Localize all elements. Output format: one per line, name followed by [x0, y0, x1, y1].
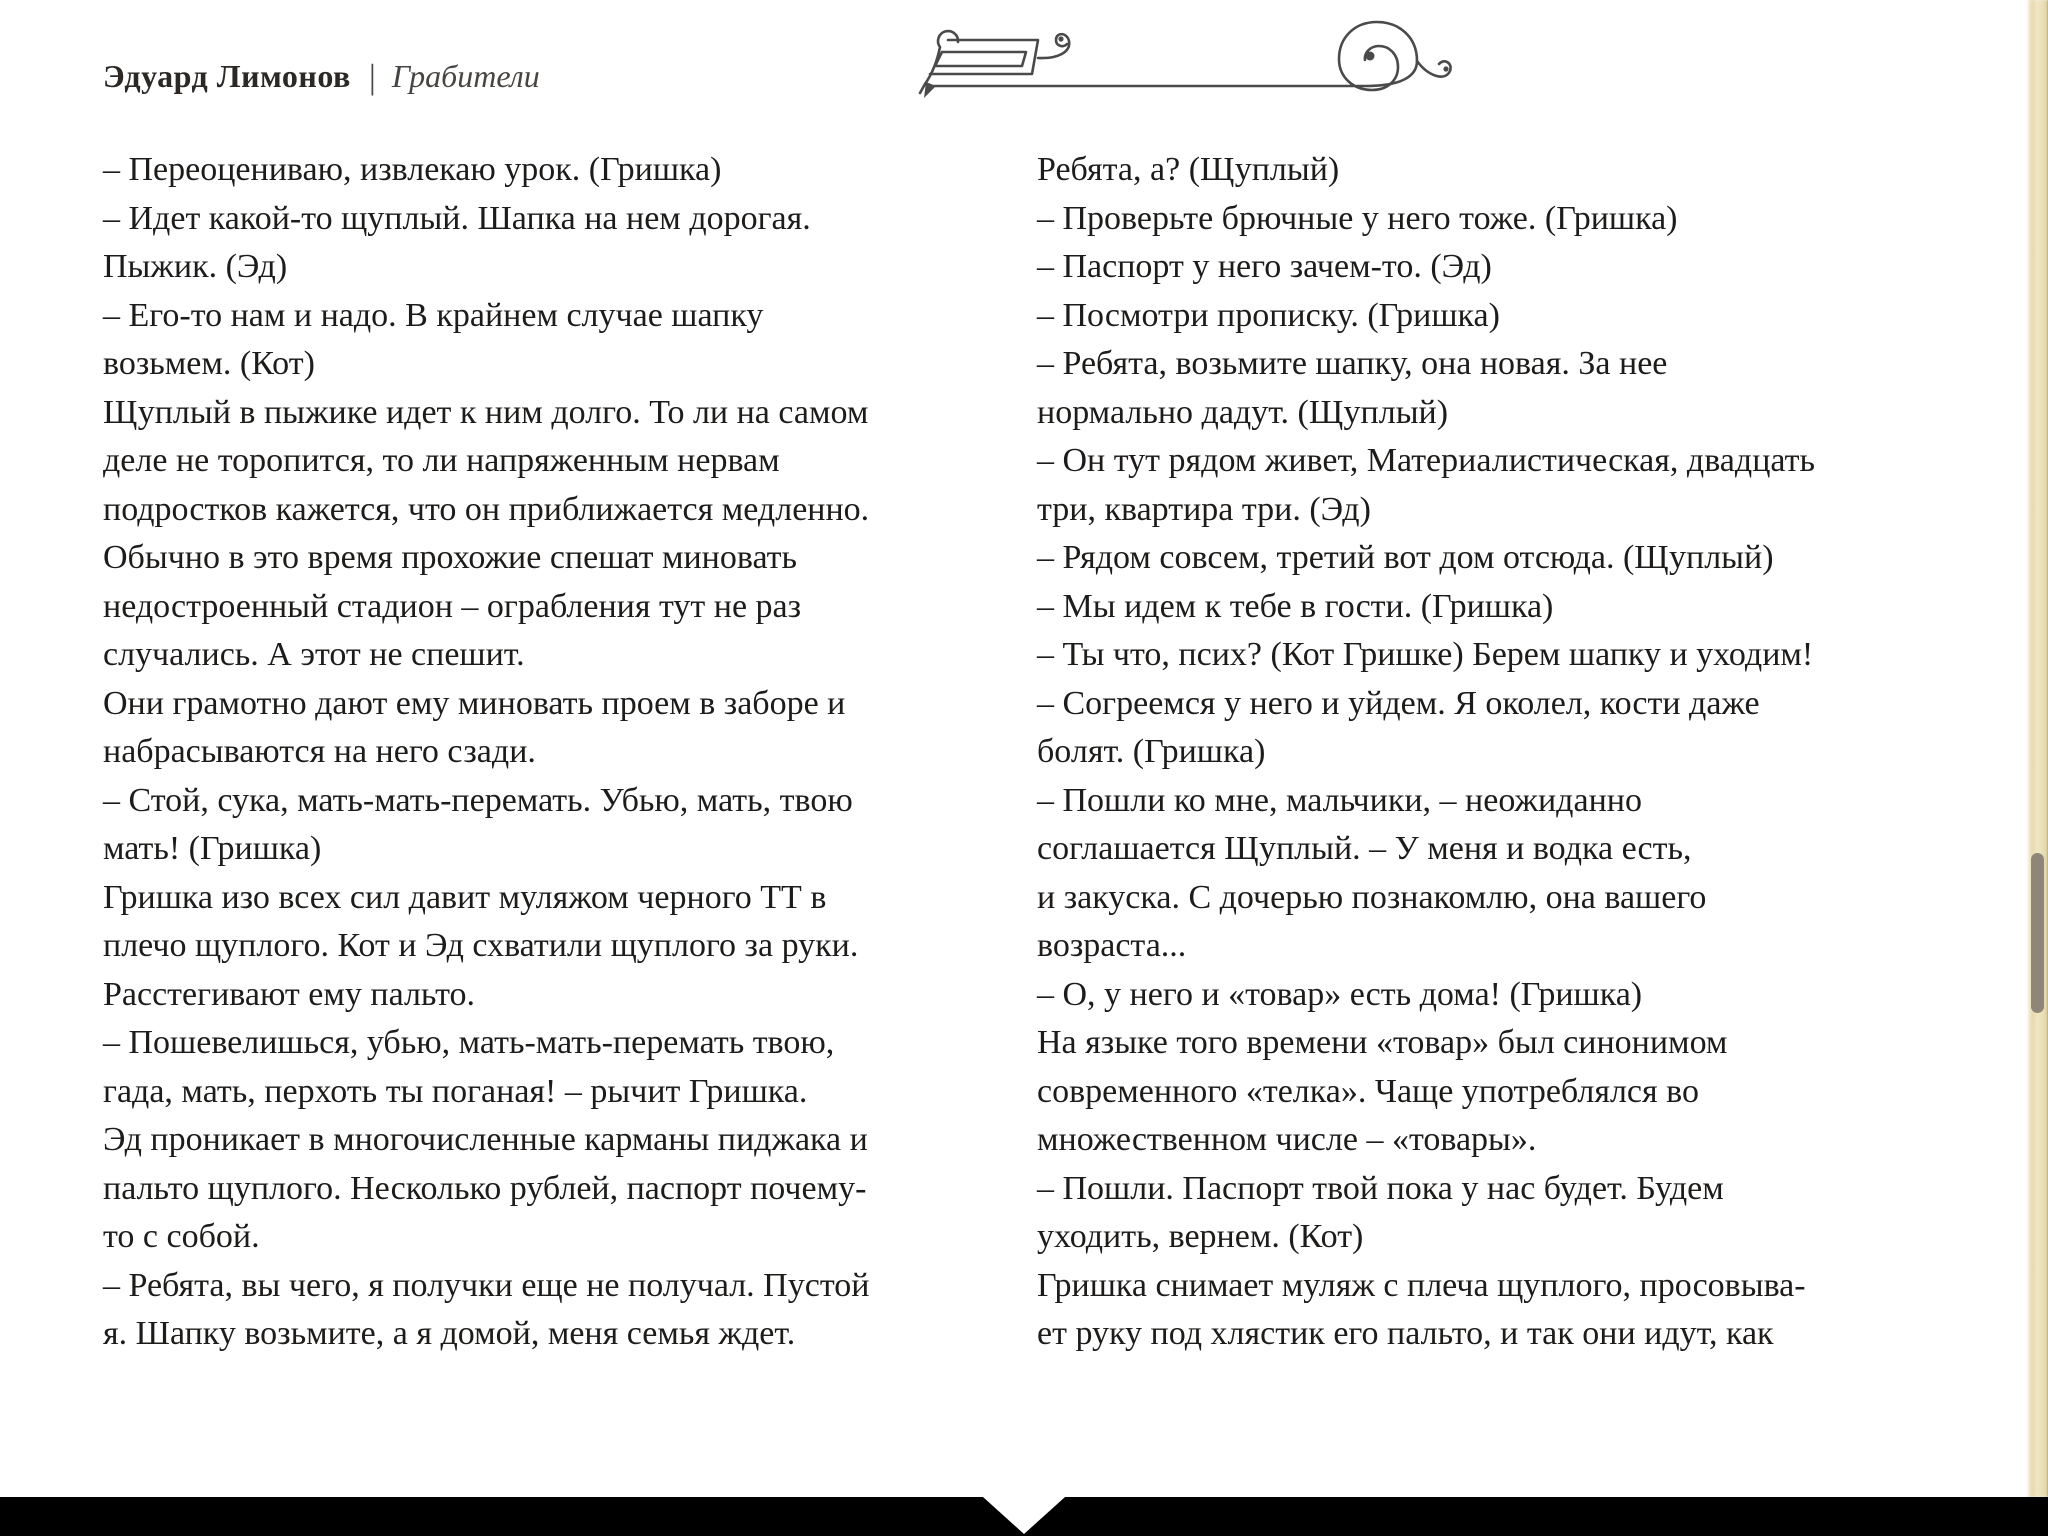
text-line: – Ребята, возьмите шапку, она новая. За нее [1037, 345, 1668, 382]
text-line: современного «телка». Чаще употреблялся во [1037, 1072, 1699, 1110]
author-name: Эдуард Лимонов [103, 58, 351, 94]
text-line: – Переоцениваю, извлекаю урок. (Гришка) [103, 151, 722, 188]
text-line: – Проверьте брючные у него тоже. (Гришка) [1037, 199, 1678, 237]
text-line: ет руку под хлястик его пальто, и так они идут, как [1037, 1315, 1774, 1352]
text-column-left [103, 146, 1008, 1359]
page-edge-strip [2026, 0, 2048, 1497]
text-line: гада, мать, перхоть ты поганая! – рычит Гришка. [103, 1072, 808, 1110]
text-line: Ребята, а? (Щуплый) [1037, 151, 1340, 188]
text-line: – Паспорт у него зачем-то. (Эд) [1037, 248, 1492, 285]
text-line: три, квартира три. (Эд) [1037, 490, 1371, 528]
text-line: – Его-то нам и надо. В крайнем случае шапку [103, 296, 764, 334]
text-line: На языке того времени «товар» был синонимом [1037, 1024, 1728, 1061]
text-line: – Ребята, вы чего, я получки еще не получал. Пустой [103, 1266, 870, 1304]
text-line: – Мы идем к тебе в гости. (Гришка) [1037, 587, 1554, 625]
text-line: болят. (Гришка) [1037, 733, 1266, 770]
text-line: Гришка изо всех сил давит муляжом черного ТТ в [103, 878, 827, 916]
text-line: – Пошевелишься, убью, мать-мать-перемать твою, [103, 1024, 835, 1061]
text-line: случались. А этот не спешит. [103, 636, 525, 673]
running-header [103, 56, 540, 96]
text-line: Гришка снимает муляж с плеча щуплого, просовыва- [1037, 1266, 1806, 1304]
text-line: уходить, вернем. (Кот) [1037, 1218, 1364, 1255]
text-line: – Пошли ко мне, мальчики, – неожиданно [1037, 781, 1642, 819]
text-line: – Идет какой-то щуплый. Шапка на нем дорогая. [103, 199, 811, 237]
text-line: мать! (Гришка) [103, 830, 322, 867]
text-line: множественном числе – «товары». [1037, 1121, 1537, 1158]
text-line: Пыжик. (Эд) [103, 248, 288, 285]
text-line: – Стой, сука, мать-мать-перемать. Убью, мать, твою [103, 781, 853, 819]
text-line: – Рядом совсем, третий вот дом отсюда. (Щуплый) [1037, 539, 1774, 576]
text-line: – Пошли. Паспорт твой пока у нас будет. Будем [1037, 1169, 1724, 1207]
text-line: и закуска. С дочерью познакомлю, она вашего [1037, 878, 1707, 916]
text-line: соглашается Щуплый. – У меня и водка есть, [1037, 830, 1692, 867]
text-line: возраста... [1037, 927, 1187, 964]
text-line: – Ты что, псих? (Кот Гришке) Берем шапку и уходим! [1037, 636, 1814, 673]
text-line: плечо щуплого. Кот и Эд схватили щуплого за руки. [103, 927, 859, 964]
text-line: – О, у него и «товар» есть дома! (Гришка) [1037, 975, 1643, 1013]
text-line: Эд проникает в многочисленные карманы пиджака и [103, 1121, 868, 1158]
text-line: Обычно в это время прохожие спешат миновать [103, 539, 798, 576]
text-line: недостроенный стадион – ограбления тут не раз [103, 587, 802, 625]
text-line: нормально дадут. (Щуплый) [1037, 393, 1449, 431]
text-line: – Посмотри прописку. (Гришка) [1037, 296, 1500, 334]
bottom-menu-bar[interactable] [0, 1497, 2048, 1536]
text-line: – Он тут рядом живет, Материалистическая, двадцать [1037, 442, 1815, 479]
text-line: подростков кажется, что он приближается медленно. [103, 490, 870, 528]
text-line: Расстегивают ему пальто. [103, 975, 476, 1013]
text-line: возьмем. (Кот) [103, 345, 315, 382]
book-title: Грабители [391, 58, 540, 94]
text-line: пальто щуплого. Несколько рублей, паспорт почему- [103, 1169, 867, 1207]
text-line: – Согреемся у него и уйдем. Я околел, кости даже [1037, 684, 1760, 722]
text-line: деле не торопится, то ли напряженным нервам [103, 442, 780, 479]
text-line: Щуплый в пыжике идет к ним долго. То ли на самом [103, 393, 869, 431]
flourish-ornament-icon [898, 14, 1464, 106]
menu-notch-icon [983, 1497, 1065, 1534]
scrollbar-thumb[interactable] [2031, 853, 2044, 1013]
text-line: Они грамотно дают ему миновать проем в заборе и [103, 684, 846, 722]
text-line: то с собой. [103, 1218, 260, 1255]
text-line: набрасываются на него сзади. [103, 733, 536, 770]
header-divider: | [368, 57, 376, 96]
text-line: я. Шапку возьмите, а я домой, меня семья ждет. [103, 1315, 796, 1352]
text-column-right [1037, 146, 1907, 1359]
